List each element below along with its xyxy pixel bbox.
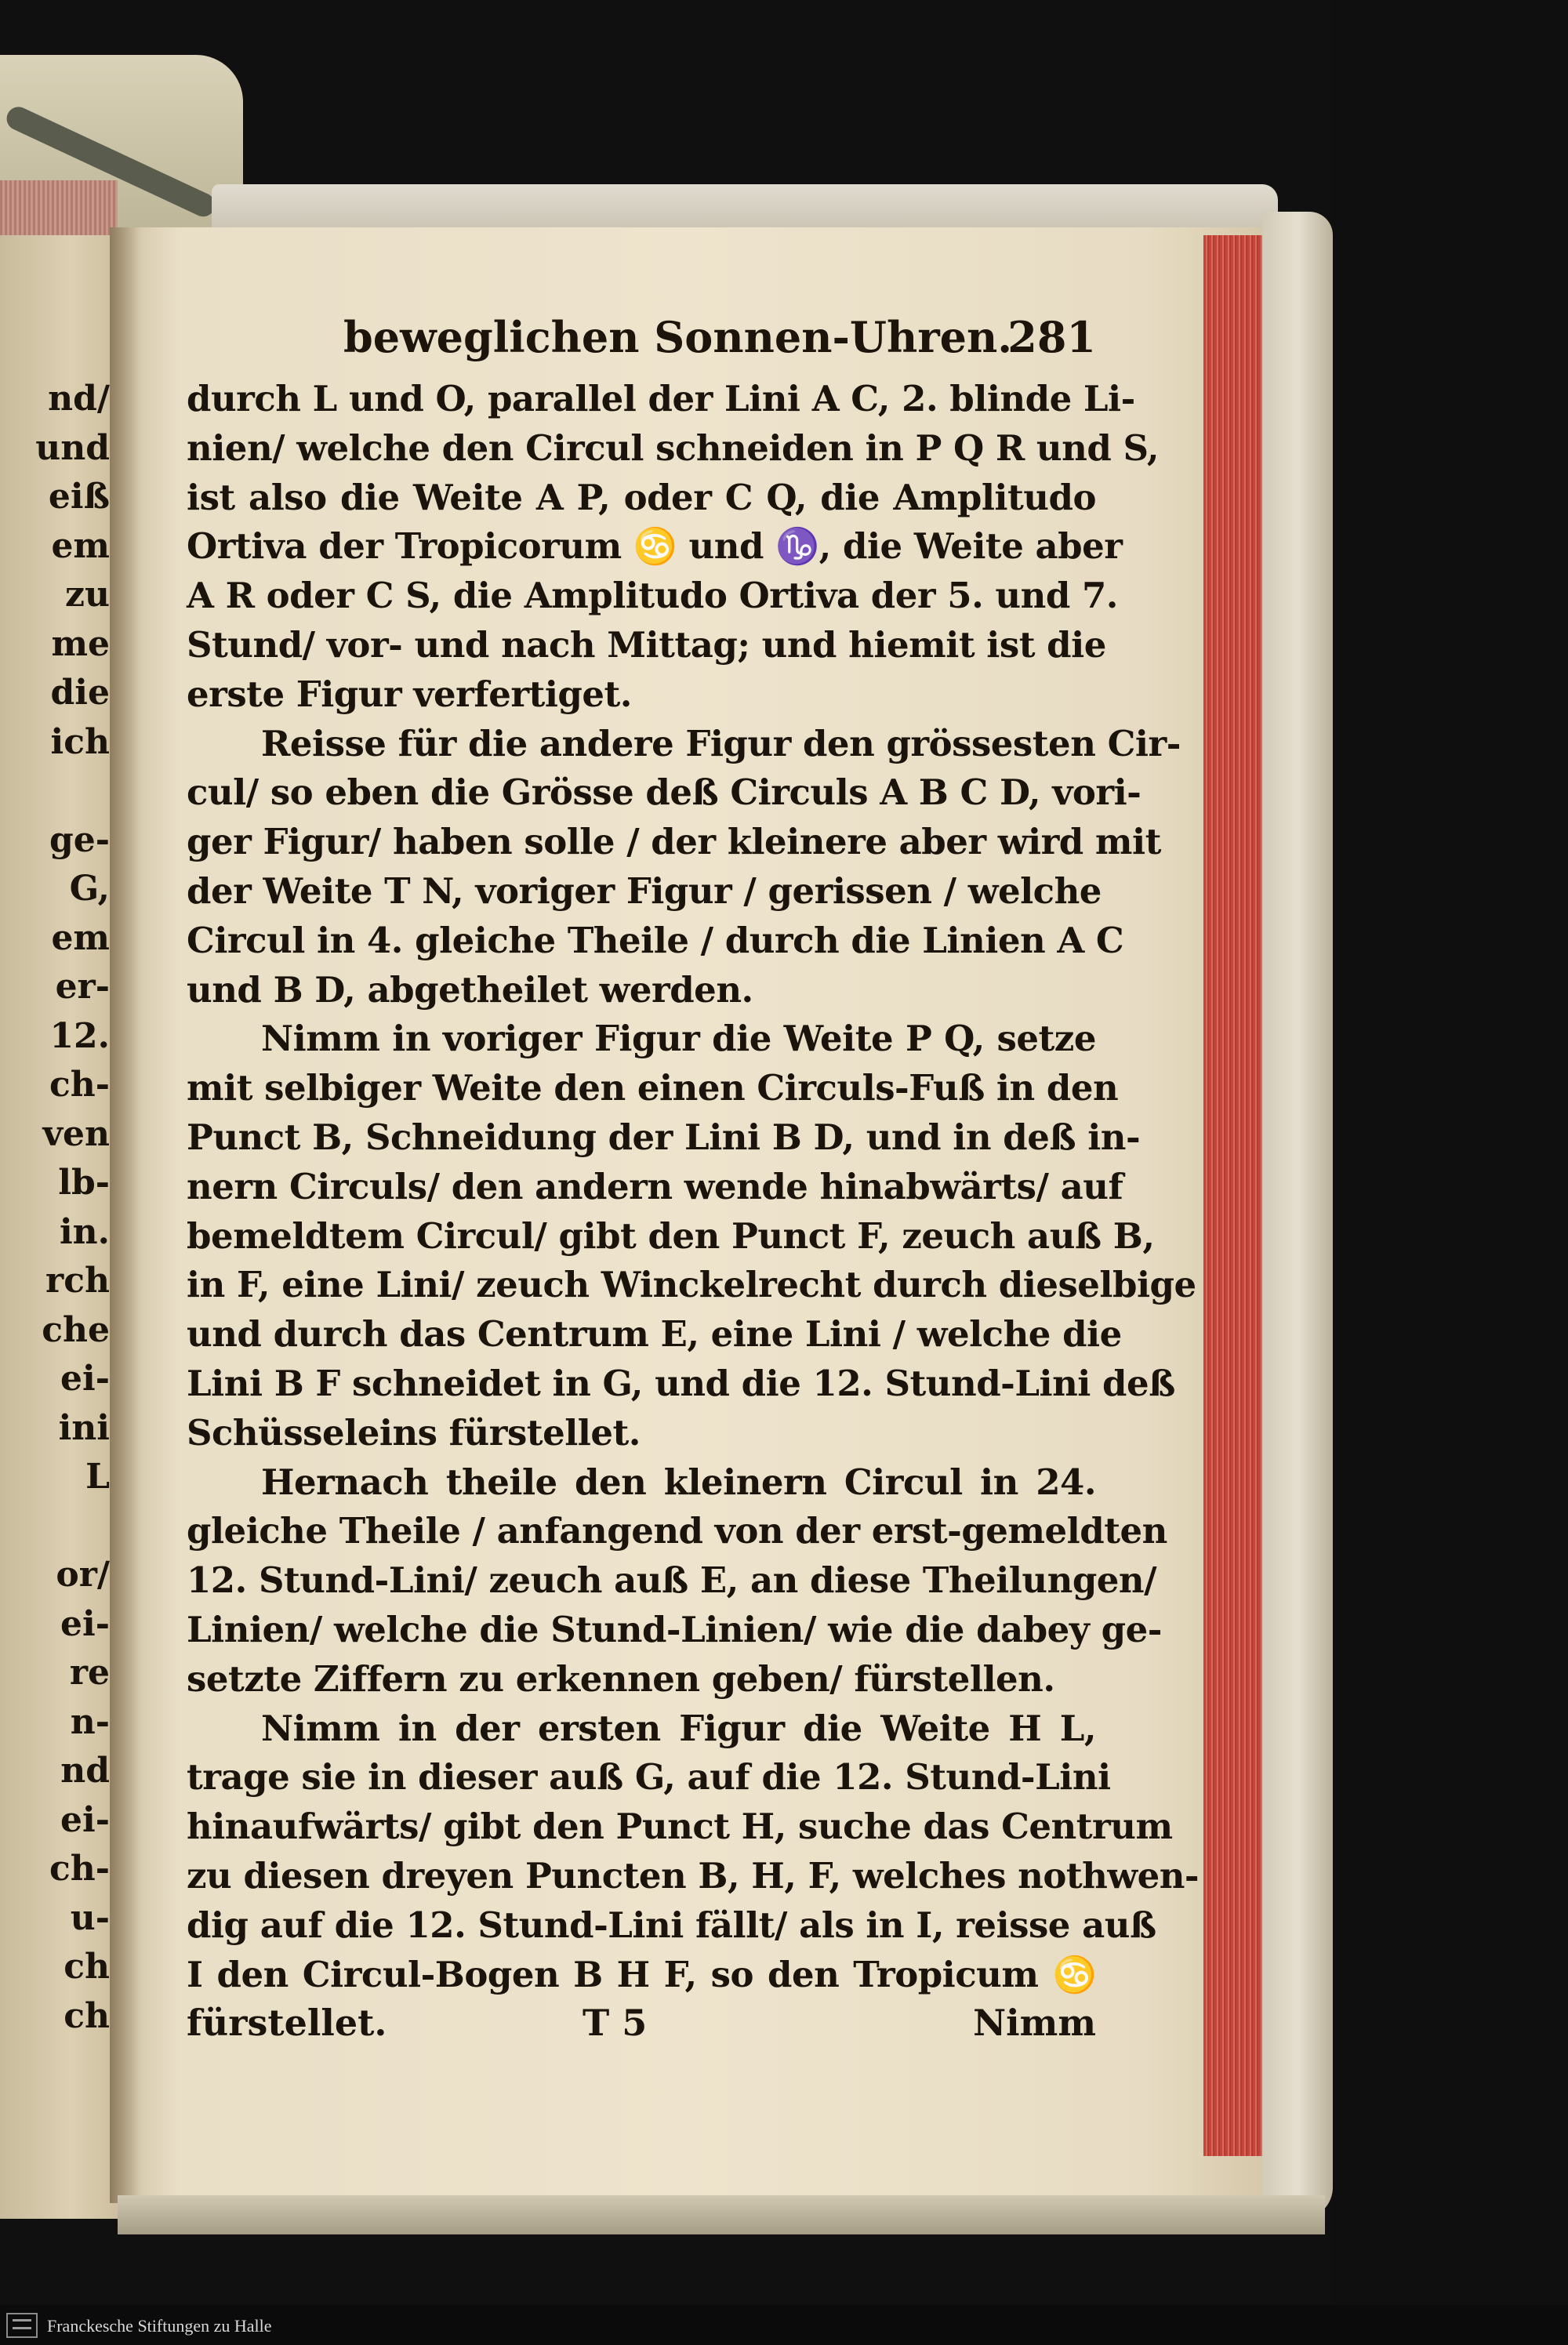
left-fragment: ch bbox=[64, 1995, 110, 2036]
left-fragment: ch- bbox=[49, 1065, 110, 1105]
text-line: in F, eine Lini/ zeuch Winckelrecht durch dieselbige bbox=[187, 1264, 1196, 1306]
running-title: beweglichen Sonnen-Uhren. bbox=[343, 312, 1013, 362]
text-line: und B D, abgetheilet werden. bbox=[187, 968, 753, 1011]
catchword: Nimm bbox=[973, 2002, 1096, 2044]
text-line: Reisse für die andere Figur den grössesten Cir- bbox=[261, 722, 1181, 764]
left-fragment bbox=[0, 767, 118, 816]
left-fragment: re bbox=[69, 1653, 110, 1693]
left-page-edge bbox=[0, 180, 118, 235]
text-line: gleiche Theile / anfangend von der erst-gemeldten bbox=[187, 1510, 1167, 1552]
left-fragment: ei- bbox=[60, 1799, 110, 1840]
text-line: Punct B, Schneidung der Lini B D, und in deß in- bbox=[187, 1116, 1141, 1158]
left-fragment: ven bbox=[42, 1113, 110, 1154]
red-page-edge bbox=[1203, 235, 1270, 2156]
final-line: fürstellet. bbox=[187, 2002, 387, 2044]
left-fragment: G, bbox=[69, 869, 110, 909]
left-fragment: nd bbox=[60, 1751, 110, 1791]
left-fragment: zu bbox=[65, 575, 110, 615]
left-fragment: die bbox=[50, 673, 110, 713]
text-line: Linien/ welche die Stund-Linien/ wie die dabey ge- bbox=[187, 1608, 1162, 1650]
left-page-text bbox=[0, 375, 118, 2041]
text-line: dig auf die 12. Stund-Lini fällt/ als in I, reisse auß bbox=[187, 1904, 1156, 1946]
text-line: mit selbiger Weite den einen Circuls-Fuß in den bbox=[187, 1067, 1119, 1109]
left-fragment: 12. bbox=[49, 1015, 110, 1056]
text-line: Circul in 4. gleiche Theile / durch die Linien A C bbox=[187, 919, 1124, 961]
left-fragment: er- bbox=[55, 967, 110, 1007]
text-line: ger Figur/ haben solle / der kleinere aber wird mit bbox=[187, 821, 1161, 863]
cover-bottom bbox=[118, 2195, 1325, 2234]
text-line: Nimm in der ersten Figur die Weite H L, bbox=[261, 1707, 1096, 1749]
left-fragment: lb- bbox=[58, 1163, 110, 1203]
text-line: durch L und O, parallel der Lini A C, 2. blinde Li- bbox=[187, 378, 1135, 419]
text-line: Lini B F schneidet in G, und die 12. Stund-Lini deß bbox=[187, 1362, 1175, 1404]
text-line: setzte Ziffern zu erkennen geben/ fürstellen. bbox=[187, 1657, 1055, 1700]
left-fragment: ich bbox=[50, 721, 110, 762]
left-fragment: und bbox=[35, 427, 110, 468]
text-line: hinaufwärts/ gibt den Punct H, suche das Centrum bbox=[187, 1806, 1173, 1848]
text-line: erste Figur verfertiget. bbox=[187, 673, 632, 715]
body-text bbox=[187, 375, 1200, 1999]
left-fragment: ei- bbox=[60, 1603, 110, 1644]
left-fragment: ch- bbox=[49, 1849, 110, 1889]
text-line: ist also die Weite A P, oder C Q, die Amplitudo bbox=[187, 476, 1096, 518]
text-line: bemeldtem Circul/ gibt den Punct F, zeuch auß B, bbox=[187, 1214, 1155, 1257]
text-line: cul/ so eben die Grösse deß Circuls A B C D, vori- bbox=[187, 771, 1142, 814]
left-fragment: nd/ bbox=[48, 379, 110, 419]
left-fragment: u- bbox=[70, 1897, 110, 1938]
left-fragment: em bbox=[51, 917, 110, 958]
cover-right bbox=[1262, 212, 1333, 2219]
text-line: nien/ welche den Circul schneiden in P Q R und S, bbox=[187, 427, 1160, 469]
page-number: 281 bbox=[1007, 312, 1096, 362]
left-fragment: ei- bbox=[60, 1359, 110, 1399]
left-fragment: che bbox=[42, 1309, 110, 1350]
page-footer bbox=[187, 2002, 1096, 2053]
signature-mark: T 5 bbox=[583, 2002, 648, 2044]
text-line: und durch das Centrum E, eine Lini / welche die bbox=[187, 1313, 1122, 1356]
left-fragment: in. bbox=[59, 1211, 110, 1252]
credit-text: Franckesche Stiftungen zu Halle bbox=[47, 2316, 272, 2336]
left-fragment: em bbox=[51, 525, 110, 566]
left-fragment: ini bbox=[58, 1407, 110, 1448]
left-fragment: n- bbox=[70, 1701, 110, 1742]
text-line: der Weite T N, voriger Figur / gerissen / welche bbox=[187, 869, 1102, 912]
text-line: trage sie in dieser auß G, auf die 12. Stund-Lini bbox=[187, 1756, 1111, 1799]
left-fragment: L bbox=[85, 1457, 110, 1497]
left-fragment: rch bbox=[45, 1261, 110, 1301]
text-line: I den Circul-Bogen B H F, so den Tropicum ♋ bbox=[187, 1953, 1096, 1995]
text-line: 12. Stund-Lini/ zeuch auß E, an diese Theilungen/ bbox=[187, 1559, 1157, 1602]
left-fragment: me bbox=[51, 623, 110, 664]
left-fragment: or/ bbox=[56, 1555, 110, 1595]
right-background bbox=[1333, 0, 1568, 2345]
text-line: zu diesen dreyen Puncten B, H, F, welches nothwen- bbox=[187, 1854, 1200, 1897]
left-fragment: ch bbox=[64, 1947, 110, 1987]
institution-logo-icon bbox=[6, 2313, 38, 2338]
text-line: A R oder C S, die Amplitudo Ortiva der 5. und 7. bbox=[187, 575, 1118, 617]
text-line: nern Circuls/ den andern wende hinabwärts/ auf bbox=[187, 1165, 1123, 1207]
text-line: Nimm in voriger Figur die Weite P Q, setze bbox=[261, 1018, 1096, 1060]
text-line: Stund/ vor- und nach Mittag; und hiemit ist die bbox=[187, 623, 1106, 666]
left-fragment: ge- bbox=[49, 819, 110, 860]
text-line: Schüsseleins fürstellet. bbox=[187, 1411, 641, 1454]
left-fragment bbox=[0, 1502, 118, 1552]
page-header bbox=[187, 312, 1096, 367]
text-line: Ortiva der Tropicorum ♋ und ♑, die Weite aber bbox=[187, 525, 1123, 568]
text-line: Hernach theile den kleinern Circul in 24. bbox=[261, 1461, 1096, 1503]
left-fragment: eiß bbox=[48, 477, 110, 517]
